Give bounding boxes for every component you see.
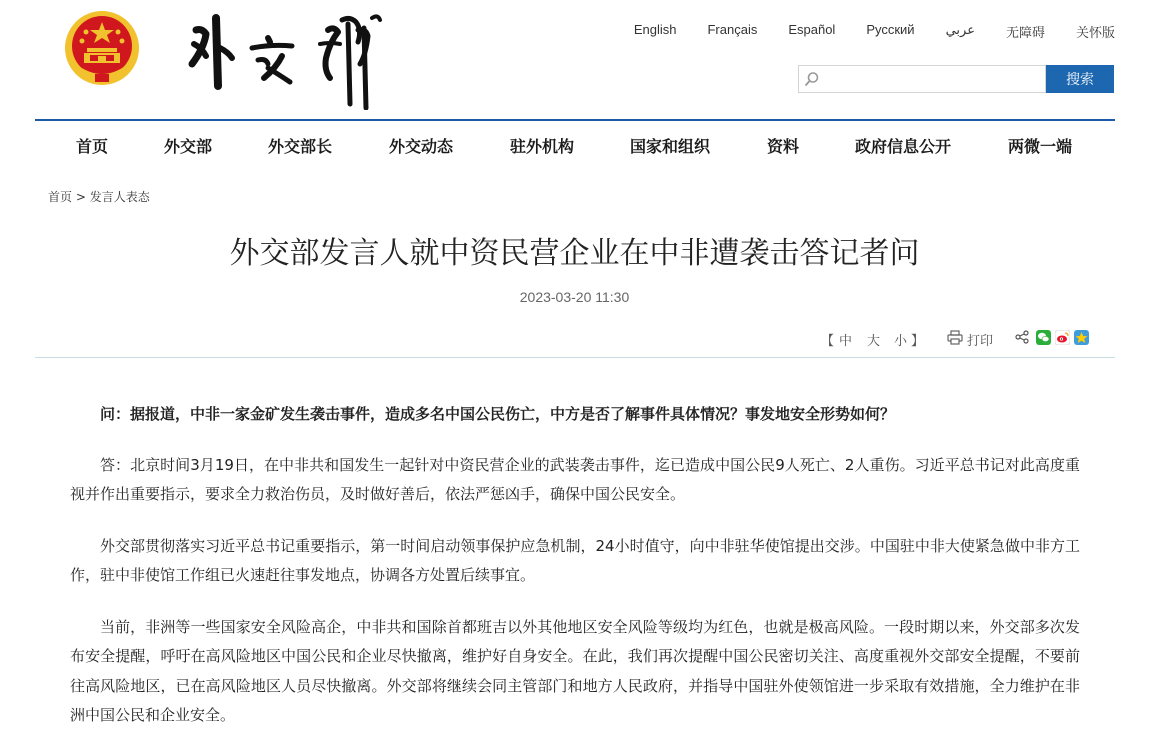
weibo-share-icon[interactable] (1055, 330, 1070, 349)
national-emblem-icon (62, 8, 142, 88)
article-paragraph: 外交部贯彻落实习近平总书记重要指示，第一时间启动领事保护应急机制，24小时值守，向中非驻华使馆提出交涉。中国驻中非大使紧急做中非方工作，驻中非使馆工作组已火速赶往事发地点，协调各方处置后续事宜。 (70, 536, 1080, 584)
lang-link-spanish[interactable]: Español (788, 22, 836, 37)
lang-link-french[interactable]: Français (707, 22, 758, 37)
nav-item-gov-info[interactable]: 政府信息公开 (855, 137, 952, 156)
nav-item-mfa[interactable]: 外交部 (164, 137, 213, 156)
care-mode-link[interactable]: 关怀版 (1075, 25, 1115, 40)
font-size-small[interactable]: 小 (894, 334, 908, 349)
font-size-bracket-close: 】 (911, 334, 925, 349)
nav-item-resources[interactable]: 资料 (767, 137, 800, 156)
search-icon (804, 71, 820, 87)
article-date: 2023-03-20 11:30 (519, 289, 630, 305)
article-body (70, 400, 1080, 753)
print-button[interactable]: 打印 (967, 334, 994, 349)
font-size-bracket-open: 【 (821, 334, 835, 349)
lang-link-arabic[interactable]: عربي (945, 22, 975, 37)
ministry-calligraphy-logo[interactable] (180, 8, 390, 110)
article-paragraph: 答：北京时间3月19日，在中非共和国发生一起针对中资民营企业的武装袭击事件，迄已造成中国公民9人死亡、2人重伤。习近平总书记对此高度重视并作出重要指示，要求全力救治伤员，及时做好善后，依法严惩凶手，确保中国公民安全。 (70, 455, 1080, 503)
nav-item-countries[interactable]: 国家和组织 (630, 137, 711, 156)
share-icon[interactable] (1015, 330, 1029, 348)
main-nav (35, 122, 1115, 166)
breadcrumb-home[interactable]: 首页 (48, 190, 73, 204)
lang-link-english[interactable]: English (633, 22, 677, 37)
search-box (798, 65, 1046, 93)
nav-item-minister[interactable]: 外交部长 (268, 137, 333, 156)
breadcrumb (48, 188, 150, 205)
nav-item-activities[interactable]: 外交动态 (389, 137, 454, 156)
article-paragraph: 当前，非洲等一些国家安全风险高企，中非共和国除首都班吉以外其他地区安全风险等级均为红色，也就是极高风险。一段时期以来，外交部多次发布安全提醒，呼吁在高风险地区中国公民和企业尽快撤离，维护好自身安全。在此，我们再次提醒中国公民密切关注、高度重视外交部安全提醒，不要前往高风险地区，已在高风险地区人员尽快撤离。外交部将继续会同主管部门和地方人民政府，并指导中国驻外使领馆进一步采取有效措施，全力维护在非洲中国公民和企业安全。 (70, 617, 1080, 724)
search-input[interactable] (825, 69, 1043, 91)
search-button[interactable]: 搜索 (1046, 65, 1114, 93)
breadcrumb-separator: > (75, 190, 86, 204)
language-links (603, 22, 1115, 41)
nav-item-missions[interactable]: 驻外机构 (510, 137, 575, 156)
font-size-medium[interactable]: 中 (839, 334, 853, 349)
article-question: 问：据报道，中非一家金矿发生袭击事件，造成多名中国公民伤亡，中方是否了解事件具体情况？事发地安全形势如何？ (100, 405, 896, 423)
print-icon[interactable] (947, 330, 963, 349)
wechat-share-icon[interactable] (1036, 330, 1051, 349)
accessibility-link[interactable]: 无障碍 (1005, 25, 1045, 40)
font-size-large[interactable]: 大 (867, 334, 881, 349)
nav-item-social[interactable]: 两微一端 (1008, 137, 1073, 156)
lang-link-russian[interactable]: Русский (866, 22, 915, 37)
nav-item-home[interactable]: 首页 (76, 137, 109, 156)
header-divider (35, 357, 1115, 358)
breadcrumb-current[interactable]: 发言人表态 (89, 190, 150, 204)
qzone-share-icon[interactable] (1074, 330, 1089, 349)
article-title: 外交部发言人就中资民营企业在中非遭袭击答记者问 (229, 236, 920, 271)
nav-top-rule (35, 119, 1115, 121)
